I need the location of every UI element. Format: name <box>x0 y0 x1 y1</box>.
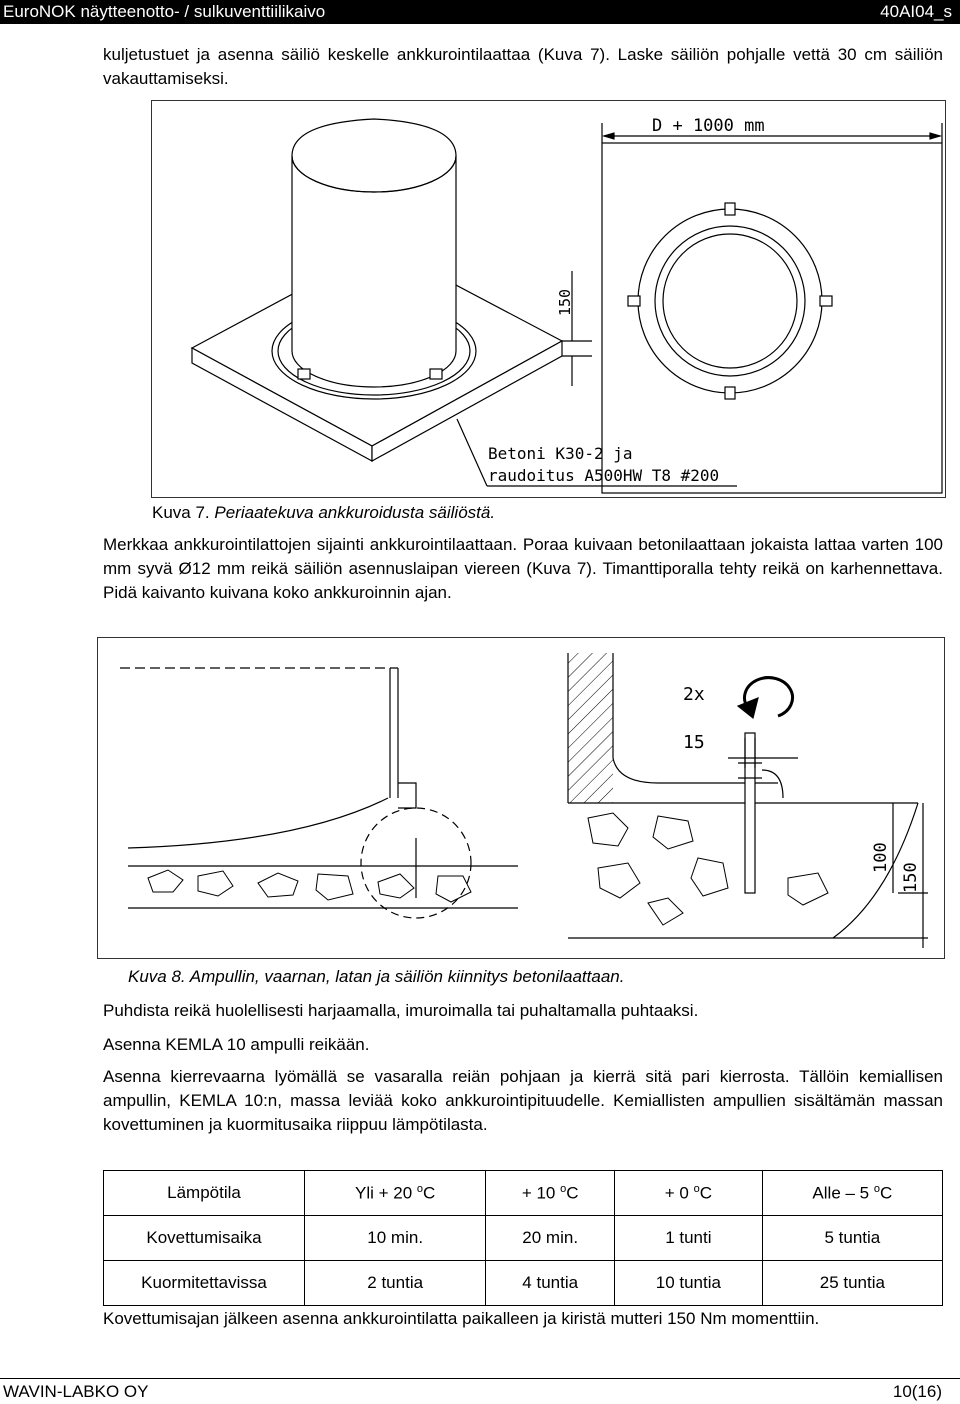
tank-body <box>292 156 456 387</box>
table-row <box>104 1171 943 1216</box>
curing-time-table <box>103 1170 943 1306</box>
width-label: 15 <box>683 732 705 753</box>
table-cell: 25 tuntia <box>762 1261 942 1306</box>
marking-paragraph: Merkkaa ankkurointilattojen sijainti ankkurointilaattaan. Poraa kuivaan betonilaattaan jokaista lattaa varten 100 mm syvä Ø12 mm reikä säiliön asennuslaipan viereen (Kuva 7). Timanttiporalla tehty reikä on karhennettava. Pidä kaivanto kuivana koko ankkuroinnin ajan. <box>103 535 943 602</box>
figure-7-number: Kuva 7. <box>152 503 210 522</box>
total-depth-label: 150 <box>901 862 921 893</box>
turns-label: 2x <box>683 684 705 705</box>
ampoule-paragraph: Asenna KEMLA 10 ampulli reikään. <box>103 1035 370 1054</box>
document-title: EuroNOK näytteenotto- / sulkuventtiilikaivo <box>3 2 326 21</box>
bolt-paragraph: Asenna kierrevaarna lyömällä se vasaralla reiän pohjaan ja kierrä sitä pari kierrosta. Tällöin kemiallisen ampullin, KEMLA 10:n, massa leviää koko ankkurointipituudelle. Kemiallisten ampullien sisältämän massan kovettuminen ja kuormitusaika riippuu lämpötilasta. <box>103 1067 943 1134</box>
cleaning-paragraph: Puhdista reikä huolellisesti harjaamalla, imuroimalla tai puhaltamalla puhtaaksi. <box>103 1001 699 1020</box>
table-cell: 20 min. <box>486 1216 615 1261</box>
table-cell: 4 tuntia <box>486 1261 615 1306</box>
table-cell: 2 tuntia <box>305 1261 486 1306</box>
table-cell: Kuormitettavissa <box>104 1261 305 1306</box>
figure-8-caption: Kuva 8. Ampullin, vaarnan, latan ja säiliön kiinnitys betonilaattaan. <box>128 967 625 986</box>
figure-7-text: Periaatekuva ankkuroidusta säiliöstä. <box>214 503 496 522</box>
document-code: 40AI04_s <box>880 2 952 21</box>
anchor-detail-drawing <box>98 638 944 958</box>
slab-top-view <box>602 143 942 493</box>
table-cell: + 10 $^o$C <box>486 1171 615 1216</box>
depth-label: 100 <box>871 842 891 873</box>
table-cell: Kovettumisaika <box>104 1216 305 1261</box>
table-row <box>104 1216 943 1261</box>
table-cell: Alle – 5 $^o$C <box>762 1171 942 1216</box>
page-footer <box>0 1378 960 1404</box>
torque-paragraph: Kovettumisajan jälkeen asenna ankkurointilatta paikalleen ja kiristä mutteri 150 Nm momenttiin. <box>103 1309 820 1328</box>
height-label: 150 <box>556 288 574 316</box>
dimension-label: D + 1000 mm <box>652 116 765 136</box>
table-cell: 10 tuntia <box>615 1261 763 1306</box>
material-label-1: Betoni K30-2 ja <box>488 444 633 463</box>
table-cell: 5 tuntia <box>762 1216 942 1261</box>
figure-7 <box>151 100 946 498</box>
table-cell: Lämpötila <box>104 1171 305 1216</box>
table-cell: 1 tunti <box>615 1216 763 1261</box>
table-row <box>104 1261 943 1306</box>
company-name: WAVIN-LABKO OY <box>3 1382 149 1401</box>
flange-top-view <box>638 209 822 393</box>
figure-8 <box>97 637 945 959</box>
table-cell: Yli + 20 $^o$C <box>305 1171 486 1216</box>
anchored-tank-drawing <box>152 101 945 497</box>
intro-paragraph: kuljetustuet ja asenna säiliö keskelle ankkurointilaattaa (Kuva 7). Laske säiliön pohjalle vettä 30 cm säiliön vakauttamiseksi. <box>103 45 943 88</box>
figure-7-caption <box>152 502 495 524</box>
page-number: 10(16) <box>892 1382 942 1401</box>
page-header <box>0 0 960 24</box>
material-label-2: raudoitus A500HW T8 #200 <box>488 466 720 485</box>
table-cell: 10 min. <box>305 1216 486 1261</box>
table-cell: + 0 $^o$C <box>615 1171 763 1216</box>
